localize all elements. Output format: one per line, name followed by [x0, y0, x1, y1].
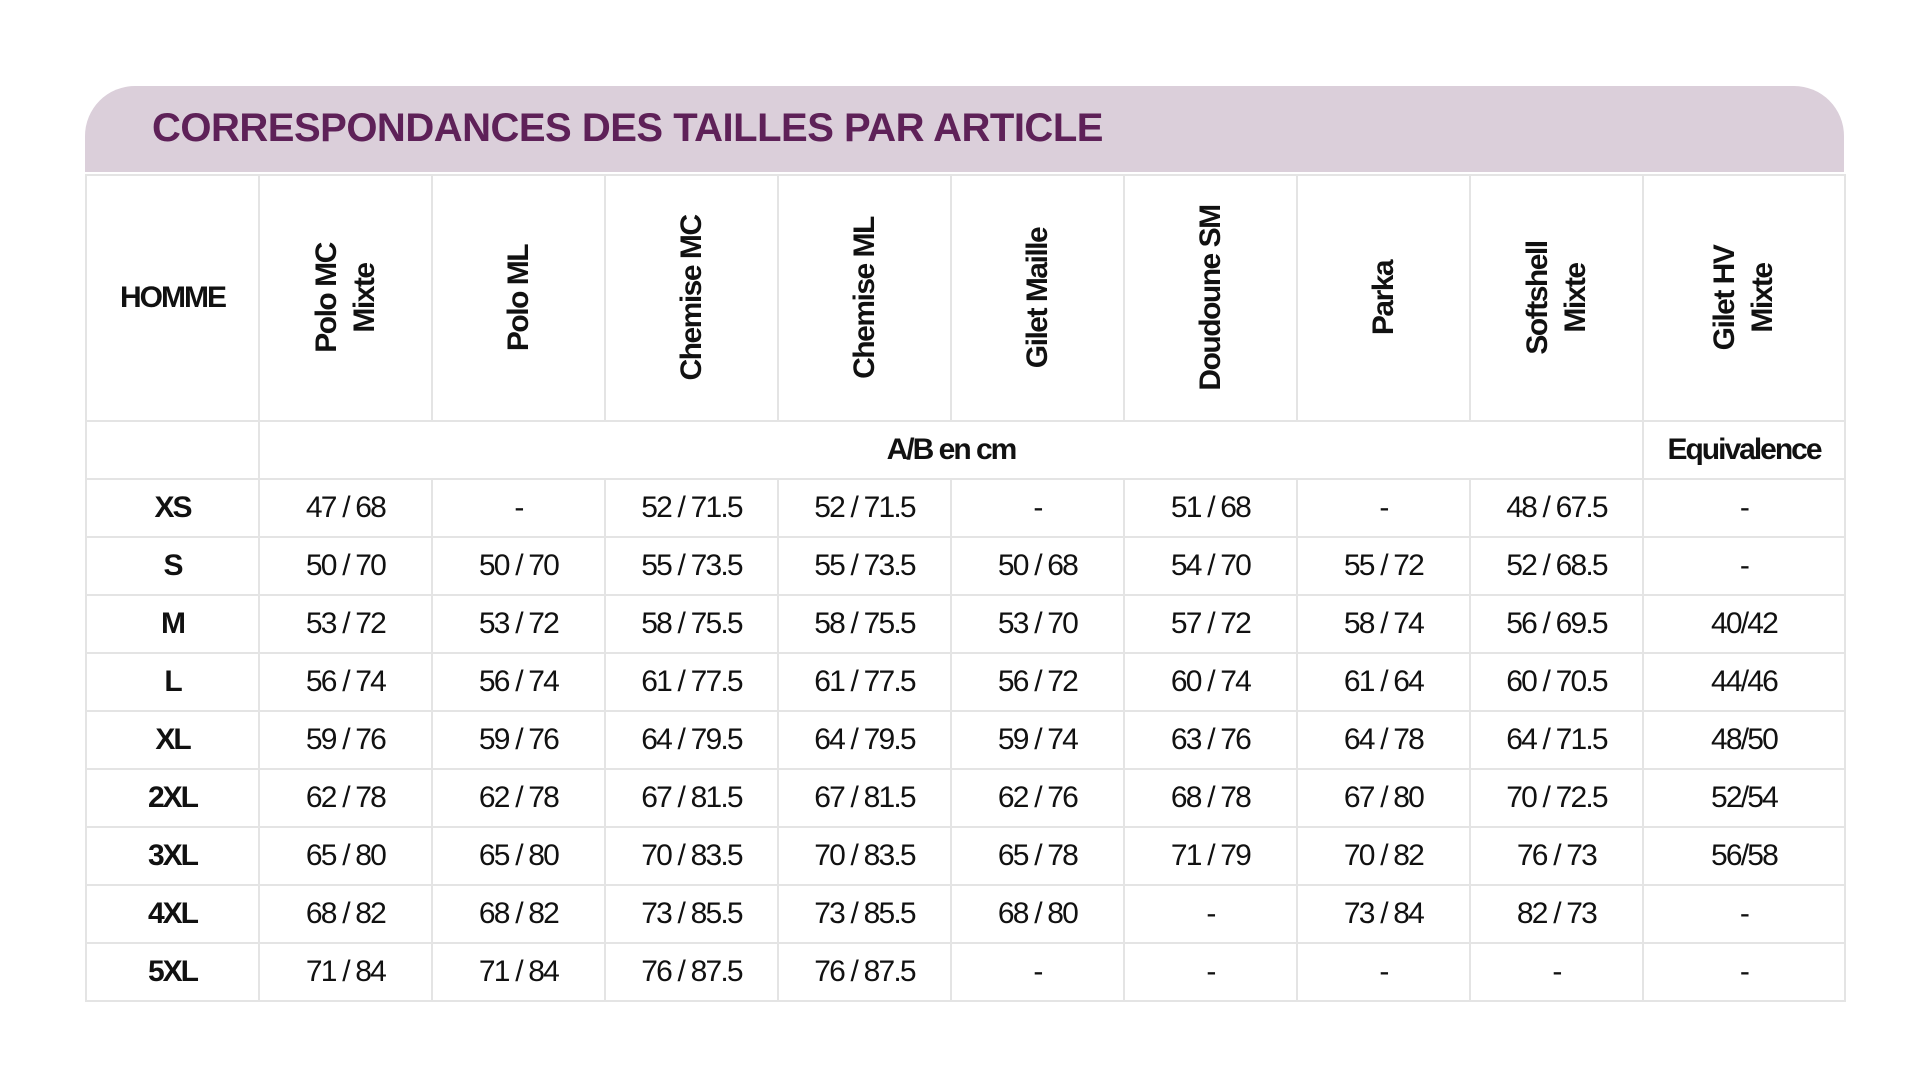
- cell-value: 62 / 78: [305, 781, 386, 814]
- cell-value: 55 / 72: [1343, 549, 1424, 582]
- table-cell: [259, 595, 432, 653]
- cell-value: 56 / 69.5: [1506, 607, 1607, 640]
- table-cell: [605, 595, 778, 653]
- cell-value: 64 / 78: [1343, 723, 1424, 756]
- table-cell: [259, 885, 432, 943]
- table-cell: [778, 653, 951, 711]
- cell-value: 48/50: [1710, 723, 1778, 756]
- cell-value: 71 / 84: [305, 955, 386, 988]
- cell-value: 62 / 78: [478, 781, 559, 814]
- table-cell: [1643, 943, 1845, 1001]
- cell-value: 47 / 68: [305, 491, 386, 524]
- table-cell: [1643, 711, 1845, 769]
- unit-row: [86, 421, 1845, 479]
- cell-value: 60 / 70.5: [1506, 665, 1607, 698]
- cell-value: 55 / 73.5: [814, 549, 915, 582]
- unit-label: A/B en cm: [886, 433, 1016, 466]
- table-row: [86, 479, 1845, 537]
- equivalence-label: Equivalence: [1667, 433, 1821, 466]
- table-cell: [1470, 479, 1643, 537]
- size-label: 5XL: [147, 955, 198, 988]
- table-cell: [951, 827, 1124, 885]
- cell-value: 62 / 76: [997, 781, 1078, 814]
- size-label-cell: [86, 943, 259, 1001]
- table-cell: [432, 653, 605, 711]
- cell-value: -: [1033, 491, 1042, 524]
- table-cell: [1470, 711, 1643, 769]
- cell-value: 68 / 80: [997, 897, 1078, 930]
- table-cell: [605, 711, 778, 769]
- size-label: M: [161, 607, 184, 640]
- cell-value: 58 / 75.5: [641, 607, 742, 640]
- table-cell: [778, 769, 951, 827]
- table-cell: [605, 769, 778, 827]
- cell-value: 71 / 79: [1170, 839, 1251, 872]
- cell-value: 54 / 70: [1170, 549, 1251, 582]
- table-cell: [951, 711, 1124, 769]
- size-label-cell: [86, 537, 259, 595]
- table-cell: [778, 537, 951, 595]
- cell-value: 65 / 80: [478, 839, 559, 872]
- cell-value: -: [1206, 955, 1215, 988]
- cell-value: 70 / 83.5: [641, 839, 742, 872]
- cell-value: 53 / 72: [305, 607, 386, 640]
- column-header-line2: Mixte: [347, 263, 381, 333]
- table-cell: [778, 479, 951, 537]
- table-cell: [1297, 595, 1470, 653]
- table-cell: [1124, 943, 1297, 1001]
- table-cell: [1643, 537, 1845, 595]
- cell-value: 67 / 80: [1343, 781, 1424, 814]
- size-label-cell: [86, 479, 259, 537]
- cell-value: 56 / 72: [997, 665, 1078, 698]
- table-cell: [259, 537, 432, 595]
- table-cell: [432, 711, 605, 769]
- table-cell: [1297, 479, 1470, 537]
- cell-value: 59 / 74: [997, 723, 1078, 756]
- column-header-gilet-maille: [951, 175, 1124, 421]
- column-header-parka: [1297, 175, 1470, 421]
- table-cell: [432, 943, 605, 1001]
- cell-value: 68 / 82: [478, 897, 559, 930]
- cell-value: 50 / 70: [305, 549, 386, 582]
- cell-value: 70 / 83.5: [814, 839, 915, 872]
- cell-value: 59 / 76: [305, 723, 386, 756]
- header-row: [86, 175, 1845, 421]
- table-cell: [432, 827, 605, 885]
- cell-value: 70 / 72.5: [1506, 781, 1607, 814]
- cell-value: 48 / 67.5: [1506, 491, 1607, 524]
- cell-value: 67 / 81.5: [641, 781, 742, 814]
- title-banner: [85, 86, 1844, 172]
- cell-value: 67 / 81.5: [814, 781, 915, 814]
- size-table: [85, 174, 1846, 1002]
- table-cell: [1470, 827, 1643, 885]
- cell-value: 64 / 71.5: [1506, 723, 1607, 756]
- table-cell: [1643, 885, 1845, 943]
- table-cell: [951, 943, 1124, 1001]
- cell-value: 56/58: [1710, 839, 1778, 872]
- cell-value: 65 / 78: [997, 839, 1078, 872]
- table-cell: [432, 595, 605, 653]
- cell-value: 56 / 74: [478, 665, 559, 698]
- table-cell: [605, 479, 778, 537]
- table-cell: [259, 479, 432, 537]
- table-cell: [951, 595, 1124, 653]
- size-table-body: [86, 479, 1845, 1001]
- cell-value: 50 / 68: [997, 549, 1078, 582]
- cell-value: 73 / 85.5: [814, 897, 915, 930]
- cell-value: -: [514, 491, 523, 524]
- cell-value: -: [1739, 955, 1749, 988]
- table-cell: [1124, 885, 1297, 943]
- corner-label: HOMME: [120, 281, 225, 314]
- cell-value: 82 / 73: [1516, 897, 1597, 930]
- table-cell: [1297, 653, 1470, 711]
- table-cell: [432, 537, 605, 595]
- table-cell: [1124, 595, 1297, 653]
- column-header-line1: Polo ML: [501, 244, 535, 352]
- cell-value: 76 / 87.5: [814, 955, 915, 988]
- table-cell: [1124, 769, 1297, 827]
- table-cell: [259, 653, 432, 711]
- column-header-line1: Gilet Maille: [1020, 227, 1054, 369]
- table-cell: [951, 653, 1124, 711]
- cell-value: 63 / 76: [1170, 723, 1251, 756]
- table-cell: [605, 537, 778, 595]
- column-header-chemise-ml: [778, 175, 951, 421]
- size-label: L: [164, 665, 181, 698]
- table-cell: [778, 711, 951, 769]
- size-label: XL: [155, 723, 190, 756]
- table-row: [86, 943, 1845, 1001]
- column-header-line1: Chemise MC: [674, 215, 708, 381]
- table-cell: [1470, 653, 1643, 711]
- cell-value: 55 / 73.5: [641, 549, 742, 582]
- unit-label-cell: [259, 421, 1643, 479]
- table-row: [86, 827, 1845, 885]
- cell-value: -: [1739, 897, 1749, 930]
- size-label-cell: [86, 885, 259, 943]
- table-cell: [778, 827, 951, 885]
- cell-value: 44/46: [1710, 665, 1778, 698]
- table-cell: [951, 769, 1124, 827]
- size-chart: [85, 86, 1844, 1002]
- cell-value: 52 / 68.5: [1506, 549, 1607, 582]
- cell-value: 57 / 72: [1170, 607, 1251, 640]
- column-header-line2: Mixte: [1746, 263, 1779, 333]
- column-header-polo-mc: [259, 175, 432, 421]
- table-cell: [1643, 827, 1845, 885]
- cell-value: 76 / 87.5: [641, 955, 742, 988]
- size-label-cell: [86, 827, 259, 885]
- table-cell: [1124, 711, 1297, 769]
- table-cell: [1297, 943, 1470, 1001]
- table-cell: [432, 479, 605, 537]
- table-cell: [1124, 827, 1297, 885]
- column-header-line2: Mixte: [1558, 263, 1592, 333]
- cell-value: 52/54: [1710, 781, 1778, 814]
- column-header-chemise-mc: [605, 175, 778, 421]
- table-cell: [259, 711, 432, 769]
- table-cell: [951, 479, 1124, 537]
- table-cell: [605, 885, 778, 943]
- size-label: XS: [154, 491, 191, 524]
- column-header-line1: Chemise ML: [847, 217, 881, 379]
- column-header-doudoune-sm: [1124, 175, 1297, 421]
- size-label: 3XL: [147, 839, 198, 872]
- size-label: 4XL: [147, 897, 198, 930]
- cell-value: 56 / 74: [305, 665, 386, 698]
- table-cell: [1643, 653, 1845, 711]
- table-cell: [259, 827, 432, 885]
- table-cell: [1297, 827, 1470, 885]
- cell-value: 40/42: [1710, 607, 1778, 640]
- cell-value: 52 / 71.5: [641, 491, 742, 524]
- table-cell: [1643, 479, 1845, 537]
- table-cell: [1297, 711, 1470, 769]
- cell-value: 76 / 73: [1516, 839, 1597, 872]
- table-cell: [605, 827, 778, 885]
- size-label-cell: [86, 653, 259, 711]
- column-header-softshell: [1470, 175, 1643, 421]
- table-cell: [1643, 595, 1845, 653]
- table-cell: [432, 885, 605, 943]
- cell-value: 64 / 79.5: [641, 723, 742, 756]
- size-label: 2XL: [147, 781, 198, 814]
- table-row: [86, 711, 1845, 769]
- cell-value: -: [1739, 491, 1749, 524]
- cell-value: 58 / 74: [1343, 607, 1424, 640]
- size-label-cell: [86, 595, 259, 653]
- cell-value: -: [1739, 549, 1749, 582]
- table-cell: [259, 943, 432, 1001]
- table-row: [86, 885, 1845, 943]
- cell-value: 68 / 78: [1170, 781, 1251, 814]
- cell-value: 65 / 80: [305, 839, 386, 872]
- table-row: [86, 595, 1845, 653]
- cell-value: 53 / 70: [997, 607, 1078, 640]
- cell-value: 73 / 84: [1343, 897, 1424, 930]
- cell-value: 50 / 70: [478, 549, 559, 582]
- corner-label-cell: [86, 175, 259, 421]
- size-label-cell: [86, 711, 259, 769]
- table-cell: [778, 943, 951, 1001]
- size-label-cell: [86, 769, 259, 827]
- table-cell: [1470, 943, 1643, 1001]
- unit-row-empty-cell: [86, 421, 259, 479]
- column-header-line1: Parka: [1366, 260, 1400, 336]
- table-cell: [951, 537, 1124, 595]
- equivalence-label-cell: [1643, 421, 1845, 479]
- table-row: [86, 537, 1845, 595]
- column-header-line1: Doudoune SM: [1193, 205, 1227, 391]
- cell-value: -: [1379, 955, 1388, 988]
- cell-value: -: [1206, 897, 1215, 930]
- table-cell: [1470, 885, 1643, 943]
- cell-value: 70 / 82: [1343, 839, 1424, 872]
- cell-value: 61 / 77.5: [814, 665, 915, 698]
- table-row: [86, 653, 1845, 711]
- cell-value: 58 / 75.5: [814, 607, 915, 640]
- table-cell: [1470, 595, 1643, 653]
- cell-value: -: [1379, 491, 1388, 524]
- table-cell: [605, 943, 778, 1001]
- column-header-polo-ml: [432, 175, 605, 421]
- cell-value: 68 / 82: [305, 897, 386, 930]
- cell-value: 51 / 68: [1170, 491, 1251, 524]
- cell-value: -: [1552, 955, 1561, 988]
- cell-value: 60 / 74: [1170, 665, 1251, 698]
- table-cell: [1124, 479, 1297, 537]
- cell-value: 61 / 64: [1343, 665, 1424, 698]
- table-cell: [778, 885, 951, 943]
- table-cell: [1297, 769, 1470, 827]
- table-cell: [778, 595, 951, 653]
- column-header-line1: Softshell: [1520, 241, 1554, 355]
- table-cell: [1297, 885, 1470, 943]
- table-cell: [1643, 769, 1845, 827]
- cell-value: 64 / 79.5: [814, 723, 915, 756]
- table-cell: [605, 653, 778, 711]
- cell-value: 59 / 76: [478, 723, 559, 756]
- table-row: [86, 769, 1845, 827]
- cell-value: 61 / 77.5: [641, 665, 742, 698]
- size-label: S: [163, 549, 182, 582]
- page-title: CORRESPONDANCES DES TAILLES PAR ARTICLE: [152, 106, 1103, 150]
- table-cell: [951, 885, 1124, 943]
- cell-value: 53 / 72: [478, 607, 559, 640]
- column-header-line1: Gilet HV: [1708, 245, 1741, 351]
- cell-value: -: [1033, 955, 1042, 988]
- column-header-line1: Polo MC: [309, 243, 343, 353]
- table-cell: [259, 769, 432, 827]
- table-cell: [1124, 537, 1297, 595]
- table-cell: [1470, 769, 1643, 827]
- table-cell: [1470, 537, 1643, 595]
- cell-value: 71 / 84: [478, 955, 559, 988]
- table-cell: [432, 769, 605, 827]
- cell-value: 52 / 71.5: [814, 491, 915, 524]
- column-header-gilet-hv: [1643, 175, 1845, 421]
- table-cell: [1297, 537, 1470, 595]
- cell-value: 73 / 85.5: [641, 897, 742, 930]
- table-cell: [1124, 653, 1297, 711]
